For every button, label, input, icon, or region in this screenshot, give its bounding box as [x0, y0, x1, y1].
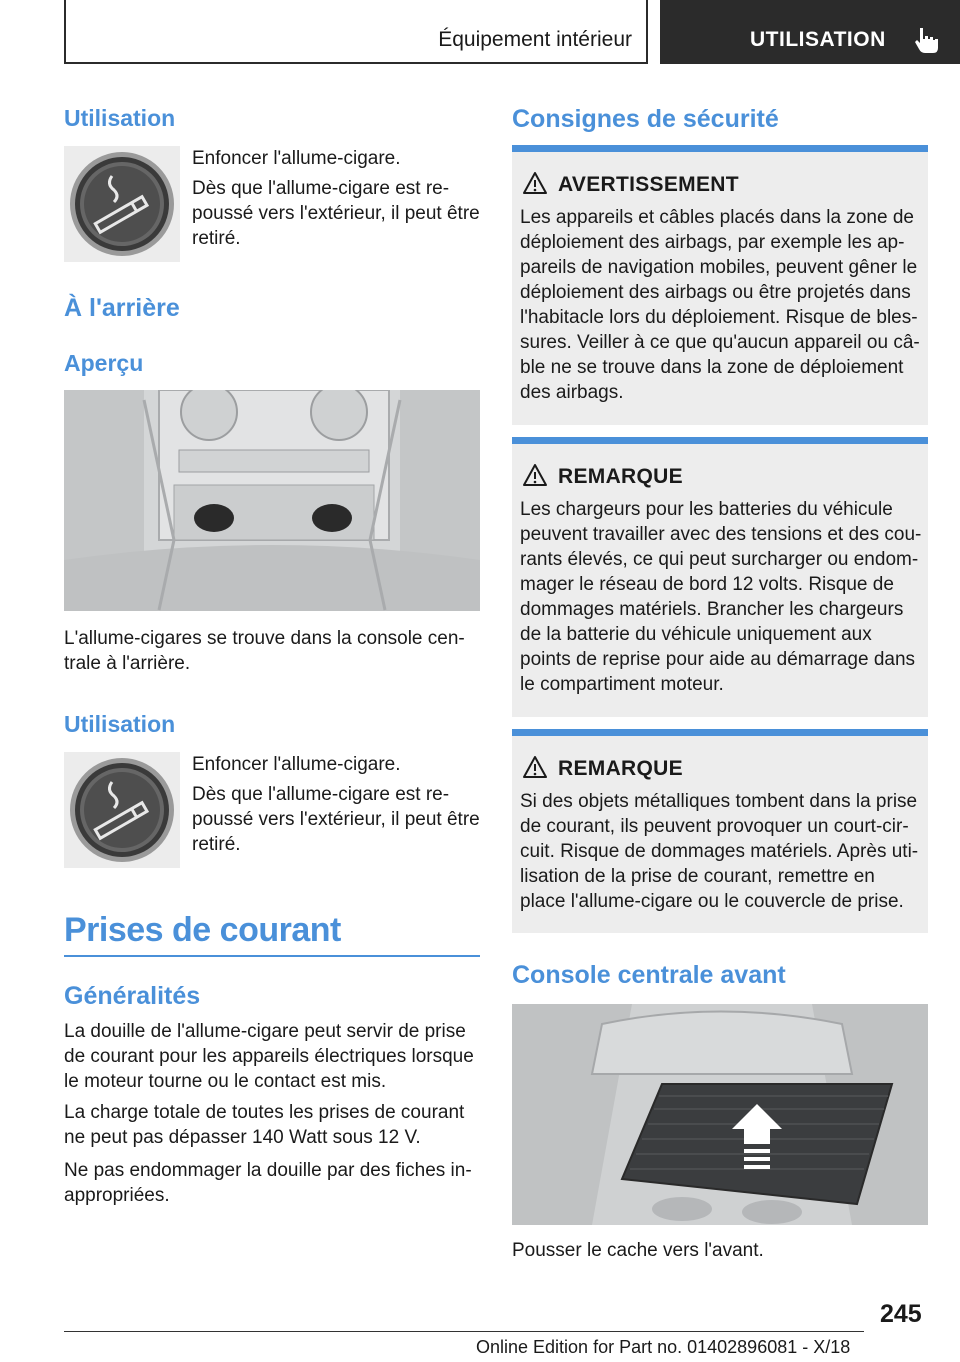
- heading-rule: [64, 955, 480, 957]
- console-centrale-heading: Console centrale avant: [512, 961, 786, 989]
- text-line: La charge totale de toutes les prises de courant: [64, 1102, 465, 1123]
- text-line: déploiement des airbags ou être projetés dans: [520, 282, 911, 303]
- text-line: dommages matériels. Brancher les chargeurs: [520, 599, 904, 620]
- text-line: retiré.: [192, 834, 241, 855]
- text-line: le compartiment moteur.: [520, 674, 724, 695]
- text-line: trale à l'arrière.: [64, 653, 191, 674]
- text-line: lisation de la prise de courant, remettre en: [520, 866, 875, 887]
- text-line: Les chargeurs pour les batteries du véhicule: [520, 499, 893, 520]
- header-frame: [64, 0, 648, 64]
- warning-text: [520, 789, 926, 914]
- warning-bar: [512, 145, 928, 152]
- text-line: de la batterie du véhicule uniquement aux: [520, 624, 872, 645]
- generalites-heading: Généralités: [64, 982, 201, 1010]
- text-line: des airbags.: [520, 382, 624, 403]
- text-line: l'habitacle lors du déploiement. Risque de bles-: [520, 307, 918, 328]
- cigarette-icon: [64, 146, 180, 262]
- rear-console-photo: [64, 390, 480, 611]
- header-tab-label: UTILISATION: [750, 28, 886, 51]
- warning-box-avertissement: [512, 145, 928, 425]
- rear-console-illustration: [64, 390, 480, 611]
- pointing-hand-icon: [912, 26, 942, 54]
- text-line: appropriées.: [64, 1185, 170, 1206]
- warning-title: AVERTISSEMENT: [558, 173, 739, 196]
- warning-title: REMARQUE: [558, 465, 683, 488]
- utilisation-1-p1: Enfoncer l'allume-cigare.: [192, 148, 401, 169]
- console-caption: Pousser le cache vers l'avant.: [512, 1240, 764, 1261]
- text-line: pareils de navigation mobiles, peuvent gêner le: [520, 257, 918, 278]
- text-line: cuit. Risque de dommages matériels. Après uti-: [520, 841, 919, 862]
- consignes-heading: Consignes de sécurité: [512, 105, 779, 133]
- text-line: poussé vers l'extérieur, il peut être: [192, 203, 480, 224]
- prises-de-courant-heading: Prises de courant: [64, 911, 341, 949]
- text-line: points de reprise pour aide au démarrage dans: [520, 649, 916, 670]
- footer-edition: Online Edition for Part no. 01402896081 - X/18: [476, 1337, 851, 1357]
- header-tab: [660, 0, 960, 64]
- text-line: ne peut pas dépasser 140 Watt sous 12 V.: [64, 1127, 421, 1148]
- text-line: de courant pour les appareils électriques lorsque: [64, 1046, 474, 1067]
- warning-triangle-icon: [522, 755, 548, 779]
- warning-box-remarque-1: [512, 437, 928, 717]
- generalites-p3: [64, 1158, 472, 1208]
- utilisation-heading-2: Utilisation: [64, 711, 176, 737]
- utilisation-2-p2: [192, 782, 480, 857]
- text-line: Ne pas endommager la douille par des fiches in-: [64, 1160, 472, 1181]
- warning-box-remarque-2: [512, 729, 928, 933]
- page-number: 245: [880, 1300, 922, 1328]
- text-line: sures. Veiller à ce que qu'aucun appareil ou câ-: [520, 332, 920, 353]
- front-console-photo: [512, 1004, 928, 1225]
- text-line: de courant, ils peuvent provoquer un court-cir-: [520, 816, 909, 837]
- cigarette-lighter-image-2: [64, 752, 180, 868]
- text-line: place l'allume-cigare ou le couvercle de prise.: [520, 891, 904, 912]
- text-line: Si des objets métalliques tombent dans la prise: [520, 791, 918, 812]
- warning-triangle-icon: [522, 171, 548, 195]
- text-line: poussé vers l'extérieur, il peut être: [192, 809, 480, 830]
- warning-text: [520, 205, 926, 405]
- apercu-caption: [64, 626, 465, 676]
- utilisation-heading-1: Utilisation: [64, 105, 176, 131]
- text-line: ble ne se trouve dans la zone de déploiement: [520, 357, 904, 378]
- warning-bar: [512, 437, 928, 444]
- utilisation-2-p1: Enfoncer l'allume-cigare.: [192, 754, 401, 775]
- text-line: Dès que l'allume-cigare est re-: [192, 178, 450, 199]
- text-line: retiré.: [192, 228, 241, 249]
- text-line: le moteur tourne ou le contact est mis.: [64, 1071, 387, 1092]
- warning-triangle-icon: [522, 463, 548, 487]
- apercu-heading: Aperçu: [64, 350, 144, 376]
- header-section-title: Équipement intérieur: [438, 28, 632, 51]
- text-line: mager le réseau de bord 12 volts. Risque de: [520, 574, 894, 595]
- generalites-p1: [64, 1019, 474, 1094]
- text-line: Dès que l'allume-cigare est re-: [192, 784, 450, 805]
- cigarette-icon: [64, 752, 180, 868]
- front-console-illustration: [512, 1004, 928, 1225]
- text-line: La douille de l'allume-cigare peut servir de prise: [64, 1021, 466, 1042]
- text-line: L'allume-cigares se trouve dans la console cen-: [64, 628, 465, 649]
- footer-rule: [64, 1331, 864, 1332]
- text-line: déploiement des airbags, par exemple les ap-: [520, 232, 905, 253]
- warning-text: [520, 497, 926, 697]
- warning-title: REMARQUE: [558, 757, 683, 780]
- generalites-p2: [64, 1100, 464, 1150]
- warning-bar: [512, 729, 928, 736]
- arriere-heading: À l'arrière: [64, 294, 180, 322]
- utilisation-1-p2: [192, 176, 480, 251]
- text-line: rants élevés, ce qui peut surcharger ou endom-: [520, 549, 919, 570]
- cigarette-lighter-image-1: [64, 146, 180, 262]
- text-line: peuvent travailler avec des tensions et des cou-: [520, 524, 922, 545]
- text-line: Les appareils et câbles placés dans la zone de: [520, 207, 914, 228]
